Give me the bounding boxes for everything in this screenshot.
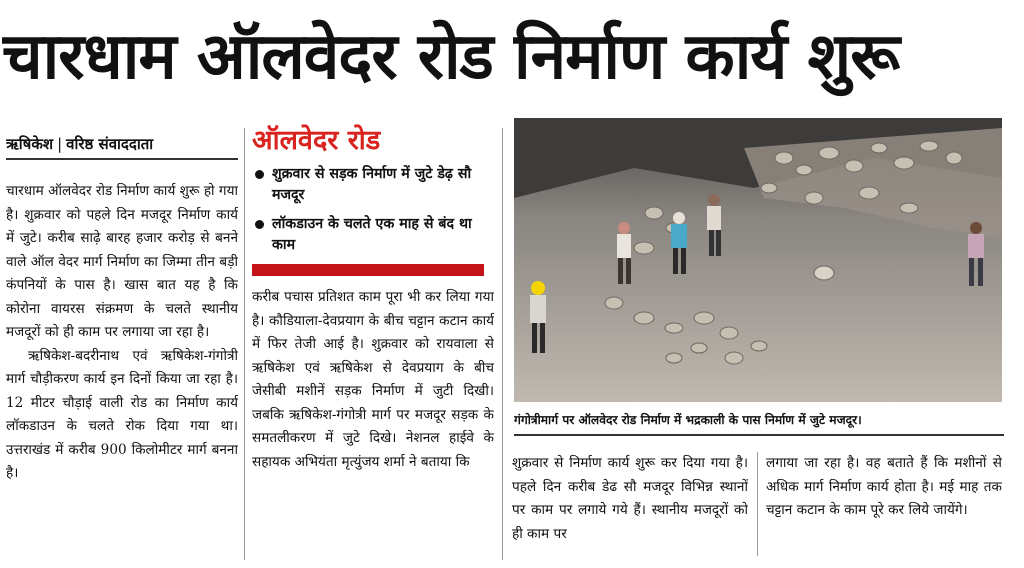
byline-separator: | xyxy=(57,135,63,153)
highlight-bullet-text: लॉकडाउन के चलते एक माह से बंद था काम xyxy=(272,216,472,253)
highlight-bullet-text: शुक्रवार से सड़क निर्माण में जुटे डेढ़ सौ मजदूर xyxy=(272,166,472,203)
article-column-1 xyxy=(6,130,238,560)
highlight-box-title: ऑलवेदर रोड xyxy=(252,125,381,156)
red-divider-bar xyxy=(252,264,484,276)
highlight-bullet xyxy=(252,214,494,256)
headline: चारधाम ऑलवेदर रोड निर्माण कार्य शुरू xyxy=(2,20,899,94)
col3-paragraph-1: शुक्रवार से निर्माण कार्य शुरू कर दिया गया है। पहले दिन करीब डेढ सौ मजदूर विभिन्न स्थानों पर काम पर लगाये गये हैं। स्थानीय मजदूरों को ही काम पर xyxy=(512,455,748,542)
road-construction-photo xyxy=(514,118,1002,402)
byline xyxy=(6,130,238,160)
column-divider xyxy=(757,452,758,556)
bullet-dot-icon xyxy=(255,170,264,179)
photo-caption: गंगोत्रीमार्ग पर ऑलवेदर रोड निर्माण में भद्रकाली के पास निर्माण में जुटे मजदूर। xyxy=(514,406,1004,436)
col1-paragraph-1: चारधाम ऑलवेदर रोड निर्माण कार्य शुरू हो गया है। शुक्रवार को पहले दिन मजदूर निर्माण कार्य में जुटे। करीब साढ़े बारह हजार करोड़ से बनने वाले ऑल वेदर मार्ग निर्माण का जिम्मा तीन बड़ी कंपनियों के पास है। खास बात यह है कि कोरोना वायरस संक्रमण के चलते स्थानीय मजदूरों को ही काम पर लगाया जा रहा है। xyxy=(6,183,238,340)
col4-paragraph-1: लगाया जा रहा है। वह बताते हैं कि मशीनों से अधिक मार्ग निर्माण कार्य होता है। मई माह तक चट्टान कटान के काम पूरे कर लिये जायेंगे। xyxy=(766,455,1002,518)
article-column-4 xyxy=(766,452,1002,560)
highlight-bullet xyxy=(252,164,494,206)
bullet-dot-icon xyxy=(255,220,264,229)
article-column-3 xyxy=(512,452,748,560)
column-divider xyxy=(502,128,503,560)
news-photo xyxy=(514,118,1002,402)
byline-author: वरिष्ठ संवाददाता xyxy=(66,135,154,153)
highlight-bullets xyxy=(252,164,494,256)
col1-paragraph-2: ऋषिकेश-बदरीनाथ एवं ऋषिकेश-गंगोत्री मार्ग चौड़ीकरण कार्य इन दिनों किया जा रहा है। 12 मीटर चौड़ाई वाली रोड का निर्माण कार्य लॉकडाउन के चलते रोक दिया गया था। उत्तराखंड में करीब 900 किलोमीटर मार्ग बनना है। xyxy=(6,347,238,481)
byline-place: ऋषिकेश xyxy=(6,135,54,153)
article-column-2 xyxy=(252,122,494,562)
col2-paragraph-1: करीब पचास प्रतिशत काम पूरा भी कर लिया गया है। कौडियाला-देवप्रयाग के बीच चट्टान कटान कार्य में फिर तेजी आई है। शुक्रवार को रायवाला से ऋषिकेश एवं ऋषिकेश से देवप्रयाग के बीच जेसीबी मशीनें सड़क निर्माण में जुटी दिखी। जबकि ऋषिकेश-गंगोत्री मार्ग पर मजदूर सड़क के समतलीकरण में जुटे दिखे। नेशनल हाईवे के सहायक अभियंता मृत्युंजय शर्मा ने बताया कि xyxy=(252,289,494,470)
column-divider xyxy=(244,128,245,560)
